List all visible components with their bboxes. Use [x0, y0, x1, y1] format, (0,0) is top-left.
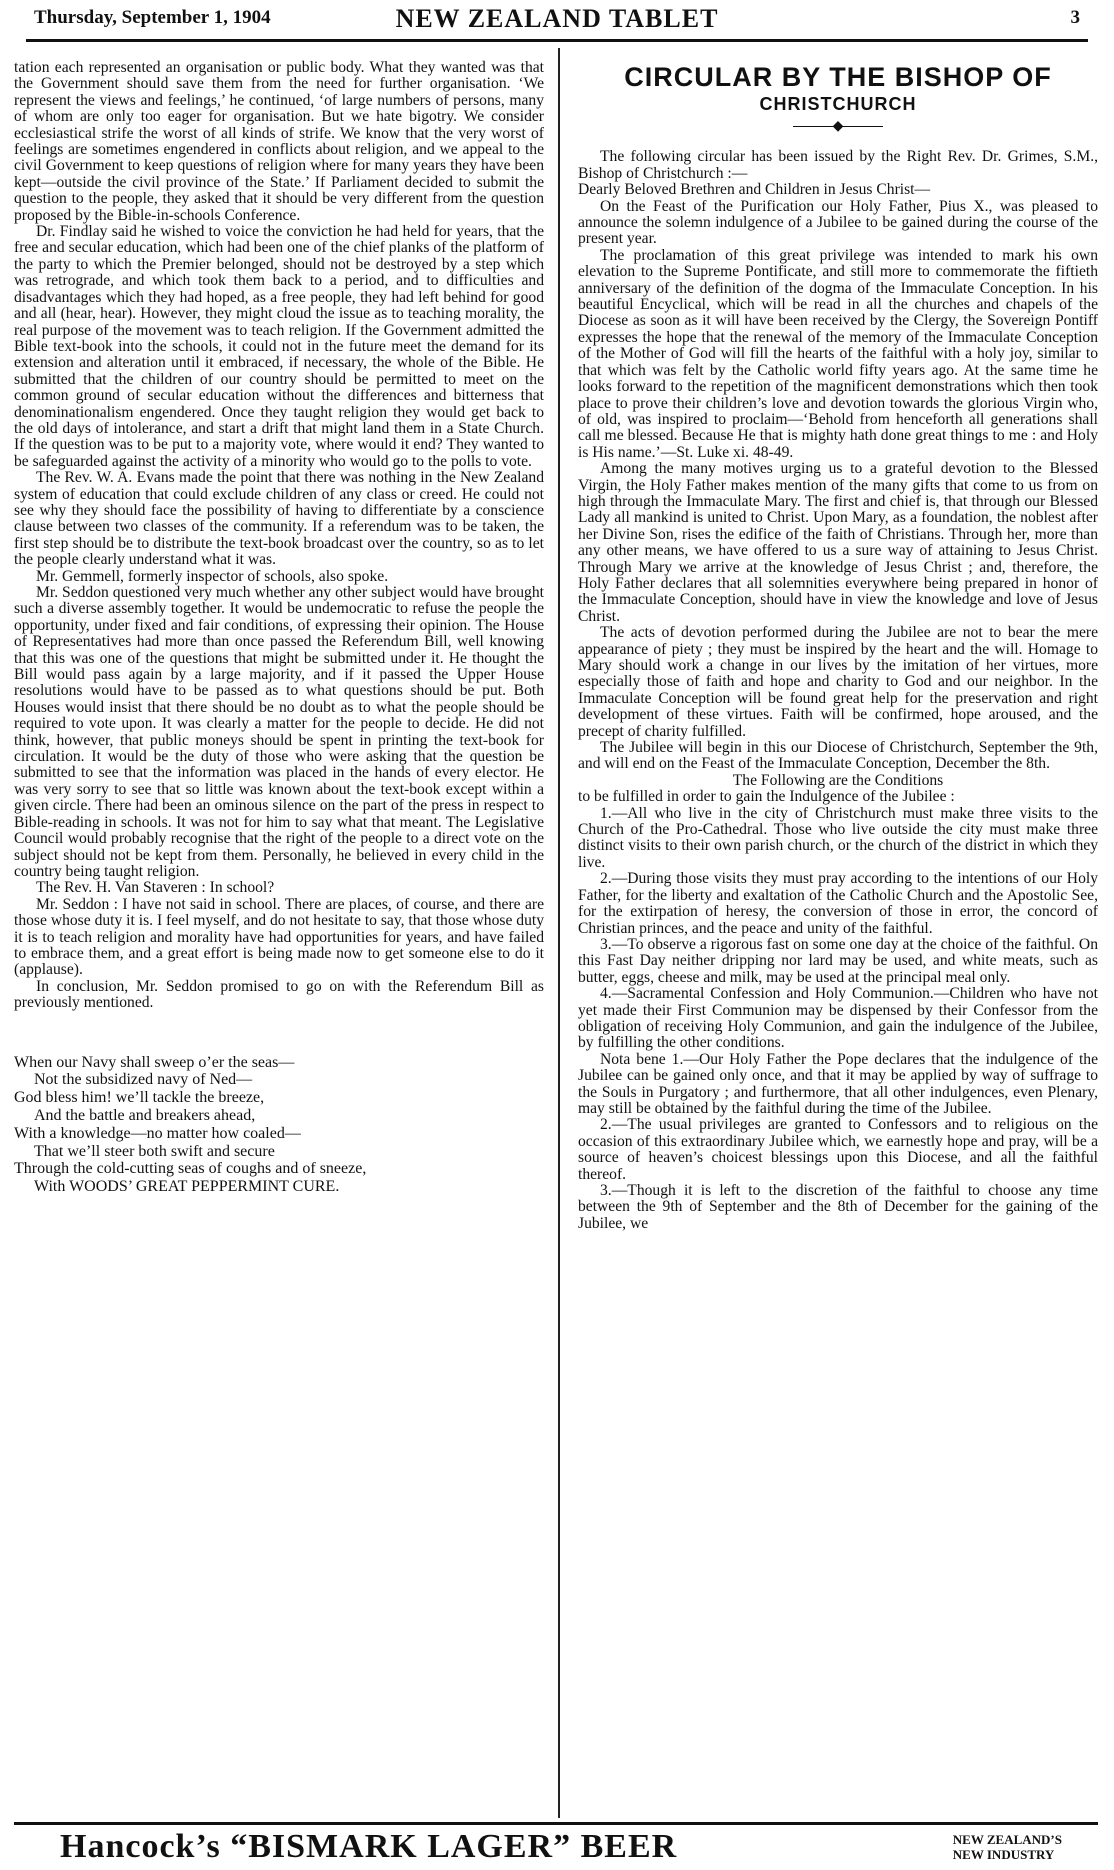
page-number: 3 — [1070, 7, 1080, 28]
nota-bene-item: Nota bene 1.—Our Holy Father the Pope declares that the indulgence of the Jubilee can be gained only once, and that it may be applied by way of suffrage to the Souls in Purgatory ; and furthermore, that all other indulgences, even Plenary, may still be obtained by the faithful during the time of the Jubilee. — [578, 1050, 1098, 1117]
article-paragraph: Mr. Seddon questioned very much whether any other subject would have brought such a diverse assembly together. It would be undemocratic to refuse the people the opportunity, under fixed and fair conditions, of expressing their opinion. The House of Representatives had more than once passed the Referendum Bill, well knowing that this was one of the questions that might be submitted under it. He thought the Bill would pass again by a large majority, and if it passed the Upper House resolutions would have to be passed as to what questions should be put. Both Houses would insist that there should be no doubt as to what the people should be required to vote upon. It was clearly a matter for the people to decide. He did not think, however, that public moneys should be spent in printing the text-book for circulation. It would be the duty of those who were asking that the question be submitted to see that the information was placed in the hands of every elector. He was very sorry to see that so little was known about the text-book except within a given circle. There had been an ominous silence on the part of the press in respect to Bible-reading in schools. It was not for him to say what that meant. The Legislative Council would probably recognise that the right of the people to a direct vote on the subject should not be kept from them. Personally, he believed in every child in the country being taught religion. — [14, 584, 544, 880]
article-paragraph: The Rev. H. Van Staveren : In school? — [36, 879, 275, 897]
poem-line: Not the subsidized navy of Ned— — [34, 1071, 253, 1089]
ad-tagline-line: NEW ZEALAND’S — [952, 1832, 1062, 1847]
article-paragraph: The following circular has been issued by the Right Rev. Dr. Grimes, S.M., Bishop of Christchurch :— — [578, 148, 1098, 182]
footer-rule — [14, 1822, 1098, 1825]
ad-brand: Hancock’s “BISMARK LAGER” BEER — [60, 1828, 678, 1865]
article-headline: CIRCULAR BY THE BISHOP OF — [624, 62, 1052, 92]
issue-date: Thursday, September 1, 1904 — [34, 7, 271, 28]
poem-line: And the battle and breakers ahead, — [34, 1106, 256, 1124]
article-subheadline: CHRISTCHURCH — [759, 94, 917, 114]
conditions-intro: to be fulfilled in order to gain the Indulgence of the Jubilee : — [578, 788, 955, 806]
article-paragraph: Among the many motives urging us to a grateful devotion to the Blessed Virgin, the Holy Father makes mention of the many gifts that come to us from on high through the Immaculate Mary. The first and chief is, that through our Blessed Lady all mankind is united to Christ. Upon Mary, as a foundation, the noblest after her Divine Son, rises the edifice of the faith of Christians. Through her, more than any other means, we have offered to us a sure way of attaining to Jesus Christ. Through Mary we arrive at the knowledge of Jesus Christ ; and, therefore, the Holy Father declares that all solemnities everywhere being prepared in honor of the Immaculate Conception, should have in view the knowledge and love of Jesus Christ. — [578, 460, 1098, 625]
nota-bene-item: 3.—Though it is left to the discretion of the faithful to choose any time between the 9th of September and the 8th of December for the gaining of the Jubilee, we — [578, 1182, 1098, 1232]
condition-item: 3.—To observe a rigorous fast on some one day at the choice of the faithful. On this Fast Day neither dripping nor lard may be used, and white meats, such as butter, eggs, cheese and milk, may be used at the principal meal only. — [578, 935, 1098, 986]
salutation: Dearly Beloved Brethren and Children in Jesus Christ— — [578, 181, 931, 199]
conditions-heading: The Following are the Conditions — [732, 771, 944, 789]
ad-tagline-line: NEW INDUSTRY — [952, 1847, 1055, 1862]
article-paragraph: Dr. Findlay said he wished to voice the conviction he had held for years, that the free and secular education, which had been one of the chief planks of the platform of the party to which the Premier belonged, should not be destroyed by a step which was retrograde, and which took them back to a period, and to difficulties and disadvantages which they had hoped, as a free people, they had left behind for good and all (hear, hear). However, they might cloud the issue as to teaching morality, the real purpose of the movement was to teach religion. If the Government admitted the Bible text-book into the schools, it could not in the future meet the demand for its extension and alteration until it embraced, if necessary, the whole of the Bible. He submitted that the children of our country should be permitted to meet on the common ground of secular education without the differences and bitterness that denominationalism engendered. Once they taught religion they would get back to the old days of intolerance, and start a drift that might land them in a State Church. If the question was to be put to a majority vote, where would it end? They wanted to be safeguarded against the activity of a minority who would go to the polls to vote. — [14, 223, 544, 470]
beer-advertisement — [60, 1828, 1110, 1868]
headline-ornament — [578, 119, 1098, 135]
poem-line: That we’ll steer both swift and secure — [34, 1142, 275, 1160]
poem-line: With WOODS’ GREAT PEPPERMINT CURE. — [34, 1178, 340, 1196]
article-paragraph: The acts of devotion performed during the Jubilee are not to bear the mere appearance of piety ; they must be inspired by the heart and the will. Homage to Mary should work a change in our lives by the imitation of her virtues, more especially those of faith and hope and charity to God and our neighbor. In the Immaculate Conception will be found great help for the preservation and right development of these virtues. Faith will be confirmed, hope aroused, and the precept of charity fulfilled. — [578, 624, 1098, 740]
poem-line: Through the cold-cutting seas of coughs and of sneeze, — [14, 1160, 367, 1178]
column-divider — [558, 48, 560, 1818]
nota-bene-item: 2.—The usual privileges are granted to Confessors and to religious on the occasion of this extraordinary Jubilee which, we earnestly hope and pray, will be a source of heaven’s choicest blessings upon this Diocese, and all the faithful thereof. — [578, 1116, 1098, 1183]
article-paragraph: tation each represented an organisation or public body. What they wanted was that the Government should save them from the need for further organisation. ‘We represent the views and feelings,’ he continued, ‘of large numbers of persons, many of whom are only too eager for organisation. But we hate bigotry. We consider ecclesiastical strife the worst of all kinds of strife. We know that the very worst of feelings are sometimes engendered in conflicts about religion, and we appeal to the civil Government to keep questions of religion where for many years they have been kept—outside the civil province of the State.’ If Parliament decided to submit the question to the people, they asked that it should be very different from the question proposed by the Bible-in-schools Conference. — [14, 60, 544, 224]
ad-tagline — [953, 1832, 1062, 1862]
poem-line: When our Navy shall sweep o’er the seas— — [14, 1053, 295, 1071]
condition-item: 1.—All who live in the city of Christchurch must make three visits to the Church of the Pro-Cathedral. Those who live outside the city must make three distinct visits to their own parish church, or the church of the district in which they live. — [578, 804, 1098, 871]
poem-line: God bless him! we’ll tackle the breeze, — [14, 1089, 265, 1107]
article-paragraph: The Rev. W. A. Evans made the point that there was nothing in the New Zealand system of education that could exclude children of any class or creed. He could not see why they should face the possibility of having to differentiate by a conscience clause between two classes of the community. If a referendum was to be taken, the first step should be to distribute the text-book broadcast over the country, so as to let the people clearly understand what it was. — [14, 469, 544, 569]
condition-item: 4.—Sacramental Confession and Holy Communion.—Children who have not yet made their First Communion may be dispensed by their Confessor from the obligation of receiving Holy Communion, and gain the indulgence of the Jubilee, by fulfilling the other conditions. — [578, 985, 1098, 1052]
right-column — [578, 60, 1098, 1815]
article-paragraph: The Jubilee will begin in this our Diocese of Christchurch, September the 9th, and will end on the Feast of the Immaculate Conception, December the 8th. — [578, 739, 1098, 773]
article-paragraph: In conclusion, Mr. Seddon promised to go on with the Referendum Bill as previously mentioned. — [14, 977, 544, 1012]
poem-line: With a knowledge—no matter how coaled— — [14, 1124, 301, 1142]
article-paragraph: On the Feast of the Purification our Holy Father, Pius X., was pleased to announce the solemn indulgence of a Jubilee to be gained during the course of the present year. — [578, 197, 1098, 248]
diamond-ornament-icon: ◆ — [832, 119, 844, 134]
article-paragraph: Mr. Gemmell, formerly inspector of schools, also spoke. — [36, 567, 389, 585]
masthead — [26, 4, 1088, 42]
newspaper-title: NEW ZEALAND TABLET — [395, 4, 719, 33]
peppermint-cure-poem — [14, 1054, 544, 1196]
article-paragraph: The proclamation of this great privilege was intended to mark his own elevation to the Supreme Pontificate, and still more to commemorate the fiftieth anniversary of the definition of the dogma of the Immaculate Conception. In his beautiful Encyclical, which will be read in all the churches and chapels of the Diocese as soon as it will have been received by the Clergy, the Sovereign Pontiff expresses the hope that the renewal of the memory of the Immaculate Conception of the Mother of God will fill the hearts of the faithful with a holy joy, similar to that which was felt by the Catholic world fifty years ago. At the same time he looks forward to the repetition of the magnificent demonstrations which then took place to prove their children’s love and devotion towards the glorious Virgin who, of old, was inspired to proclaim—‘Behold from henceforth all generations shall call me blessed. Because He that is mighty hath done great things to me : and Holy is His name.’—St. Luke xi. 48-49. — [578, 246, 1098, 461]
condition-item: 2.—During those visits they must pray according to the intentions of our Holy Father, for the liberty and exaltation of the Catholic Church and the Apostolic See, for the extirpation of heresy, the conversion of those in error, the concord of Christian princes, and the peace and unity of the faithful. — [578, 870, 1098, 937]
article-paragraph: Mr. Seddon : I have not said in school. There are places, of course, and there are those whose duty it is. I feel myself, and do not hesitate to say, that those whose duty it is to teach religion and morality have had opportunities for years, and have failed to embrace them, and a great effort is being made now to get someone else to do it (applause). — [14, 895, 544, 979]
left-column — [14, 60, 544, 1815]
